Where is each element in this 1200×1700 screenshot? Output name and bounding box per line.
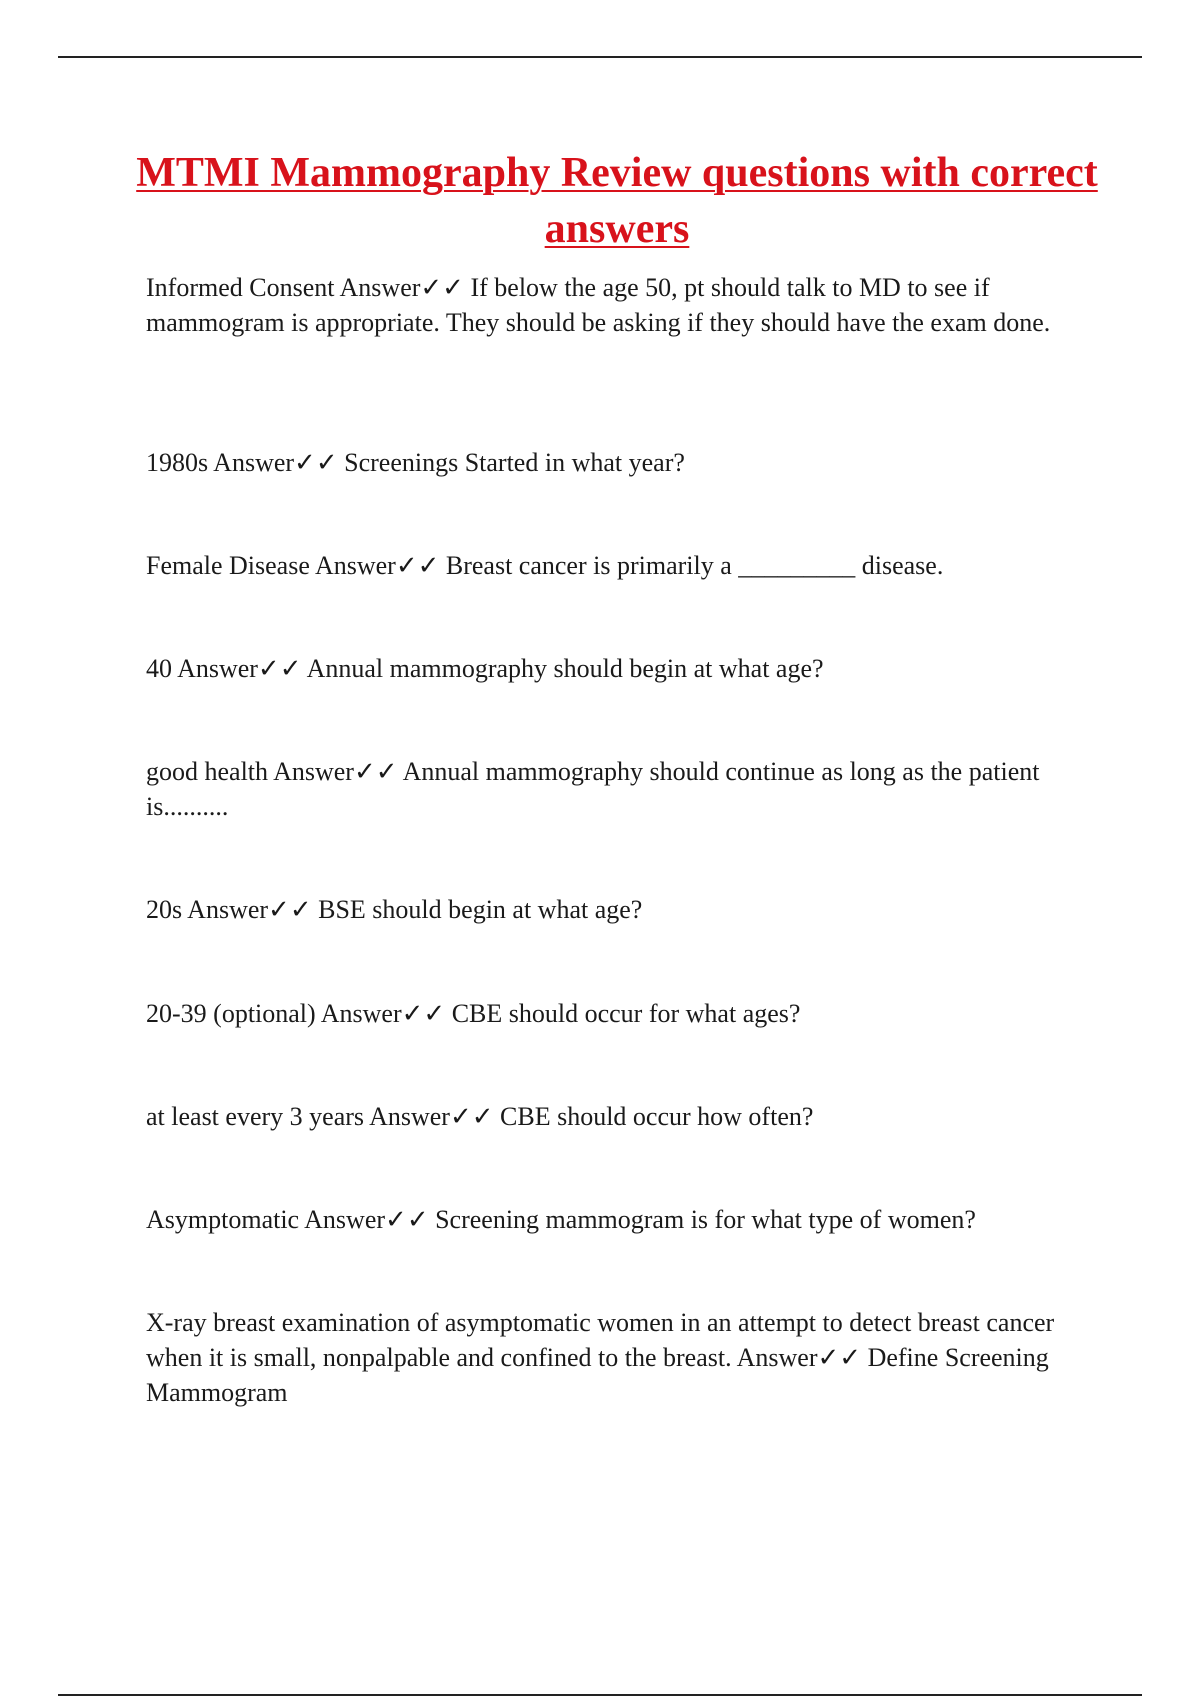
qa-entry-screening-definition: X-ray breast examination of asymptomatic women in an attempt to detect breast cancer when it is small, nonpalpable and confined to the breast. Answer✓✓ Define Screening Mammogram [146, 1308, 1055, 1407]
header-rule [58, 56, 1142, 58]
qa-entry-cbe-ages: 20-39 (optional) Answer✓✓ CBE should occur for what ages? [146, 999, 801, 1028]
footer-rule [58, 1694, 1142, 1696]
qa-entry-screenings-start: 1980s Answer✓✓ Screenings Started in what year? [146, 448, 685, 477]
qa-entry-bse-age: 20s Answer✓✓ BSE should begin at what age? [146, 895, 643, 924]
document-title: MTMI Mammography Review questions with correct answers [136, 150, 1098, 252]
qa-entry-asymptomatic: Asymptomatic Answer✓✓ Screening mammogram is for what type of women? [146, 1205, 976, 1234]
qa-entry-informed-consent: Informed Consent Answer✓✓ If below the age 50, pt should talk to MD to see if mammogram is appropriate. They should be asking if they should have the exam done. [146, 273, 1051, 337]
qa-entry-cbe-frequency: at least every 3 years Answer✓✓ CBE should occur how often? [146, 1102, 814, 1131]
qa-entry-female-disease: Female Disease Answer✓✓ Breast cancer is primarily a _________ disease. [146, 551, 944, 580]
qa-entry-annual-begin-age: 40 Answer✓✓ Annual mammography should begin at what age? [146, 654, 824, 683]
qa-entry-good-health: good health Answer✓✓ Annual mammography should continue as long as the patient is.......... [146, 757, 1040, 821]
